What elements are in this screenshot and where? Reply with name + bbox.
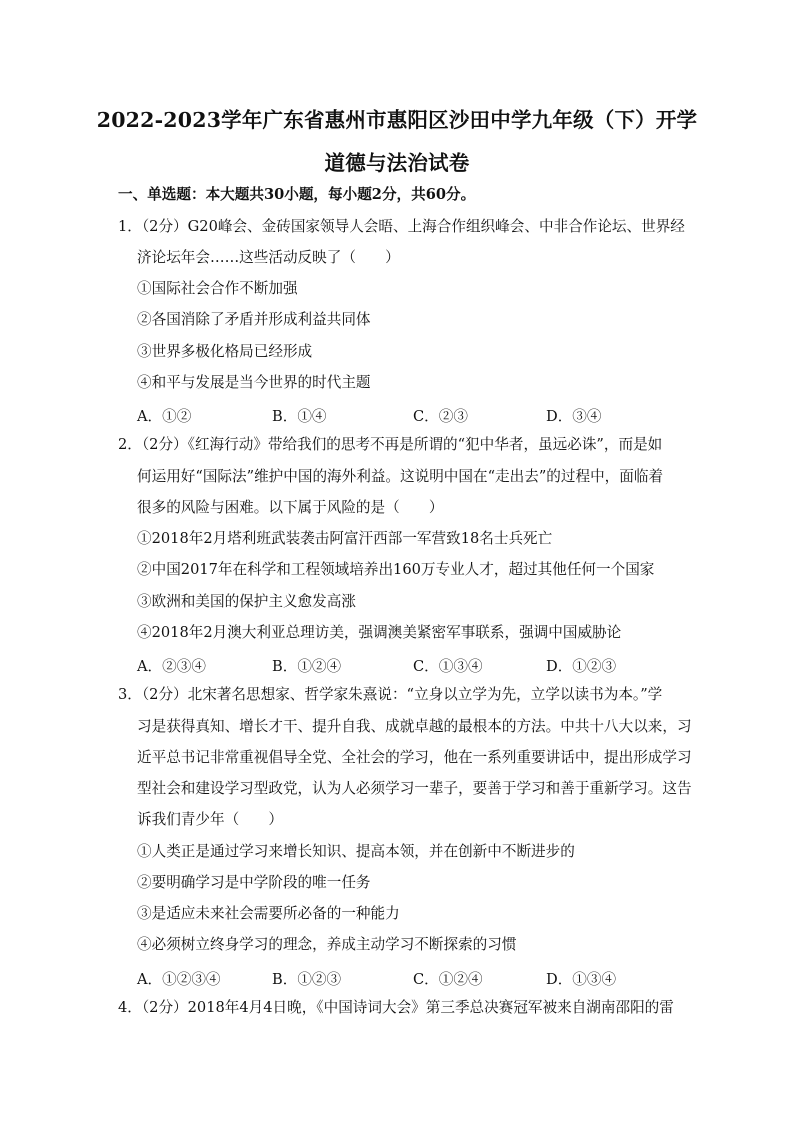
question-3-text-line-5: 诉我们青少年（ ） <box>137 811 283 828</box>
question-2-choices <box>137 655 657 673</box>
question-3-option-1: ①人类正是通过学习来增长知识、提高本领，并在创新中不断进步的 <box>137 843 575 860</box>
exam-title-line-1: 2022-2023学年广东省惠州市惠阳区沙田中学九年级（下）开学 <box>96 108 698 132</box>
choice-c[interactable]: C．①③④ <box>413 658 483 675</box>
choice-d[interactable]: D．①③④ <box>546 971 617 988</box>
section-heading: 一、单选题：本大题共30小题，每小题2分，共60分。 <box>118 186 476 203</box>
question-4-text-line-1: 4．（2分）2018年4月4日晚，《中国诗词大会》第三季总决赛冠军被来自湖南邵阳的雷 <box>118 999 674 1016</box>
choice-c[interactable]: C．②③ <box>413 408 468 425</box>
question-3-text-line-4: 型社会和建设学习型政党，认为人必须学习一辈子，要善于学习和善于重新学习。这告 <box>137 780 692 797</box>
choice-a[interactable]: A．①②③④ <box>137 971 221 988</box>
choice-c[interactable]: C．①②④ <box>413 971 483 988</box>
question-3-text-line-1: 3．（2分）北宋著名思想家、哲学家朱熹说：“立身以立学为先，立学以读书为本。”学 <box>118 686 663 703</box>
question-1-text-line-2: 济论坛年会……这些活动反映了（ ） <box>137 249 400 266</box>
question-1-text-line-1: 1．（2分）G20峰会、金砖国家领导人会晤、上海合作组织峰会、中非合作论坛、世界经 <box>118 218 685 235</box>
choice-b[interactable]: B．①②④ <box>272 658 342 675</box>
exam-title-line-2: 道德与法治试卷 <box>324 151 470 175</box>
question-2-text-line-1: 2．（2分）《红海行动》带给我们的思考不再是所谓的“犯中华者，虽远必诛”，而是如 <box>118 436 663 453</box>
choice-a[interactable]: A．①② <box>137 408 192 425</box>
question-2-option-2: ②中国2017年在科学和工程领域培养出160万专业人才，超过其他任何一个国家 <box>137 561 655 578</box>
question-1-option-2: ②各国消除了矛盾并形成利益共同体 <box>137 311 371 328</box>
question-1-choices <box>137 405 657 423</box>
question-3-choices <box>137 968 657 986</box>
question-3-option-4: ④必须树立终身学习的理念，养成主动学习不断探索的习惯 <box>137 936 517 953</box>
choice-a[interactable]: A．②③④ <box>137 658 206 675</box>
choice-b[interactable]: B．①④ <box>272 408 327 425</box>
question-1-option-1: ①国际社会合作不断加强 <box>137 280 298 297</box>
question-1-option-3: ③世界多极化格局已经形成 <box>137 343 313 360</box>
question-1-option-4: ④和平与发展是当今世界的时代主题 <box>137 374 371 391</box>
question-3-option-2: ②要明确学习是中学阶段的唯一任务 <box>137 874 371 891</box>
question-3-text-line-3: 近平总书记非常重视倡导全党、全社会的学习，他在一系列重要讲话中，提出形成学习 <box>137 749 692 766</box>
choice-b[interactable]: B．①②③ <box>272 971 342 988</box>
question-2-option-4: ④2018年2月澳大利亚总理访美，强调澳美紧密军事联系，强调中国威胁论 <box>137 624 622 641</box>
choice-d[interactable]: D．①②③ <box>546 658 617 675</box>
question-2-text-line-2: 何运用好“国际法”维护中国的海外利益。这说明中国在“走出去”的过程中，面临着 <box>137 468 664 485</box>
question-2-option-1: ①2018年2月塔利班武装袭击阿富汗西部一军营致18名士兵死亡 <box>137 530 553 547</box>
choice-d[interactable]: D．③④ <box>546 408 602 425</box>
question-2-option-3: ③欧洲和美国的保护主义愈发高涨 <box>137 593 356 610</box>
question-3-option-3: ③是适应未来社会需要所必备的一种能力 <box>137 905 400 922</box>
question-3-text-line-2: 习是获得真知、增长才干、提升自我、成就卓越的最根本的方法。中共十八大以来，习 <box>137 718 692 735</box>
question-2-text-line-3: 很多的风险与困难。以下属于风险的是（ ） <box>137 499 444 516</box>
